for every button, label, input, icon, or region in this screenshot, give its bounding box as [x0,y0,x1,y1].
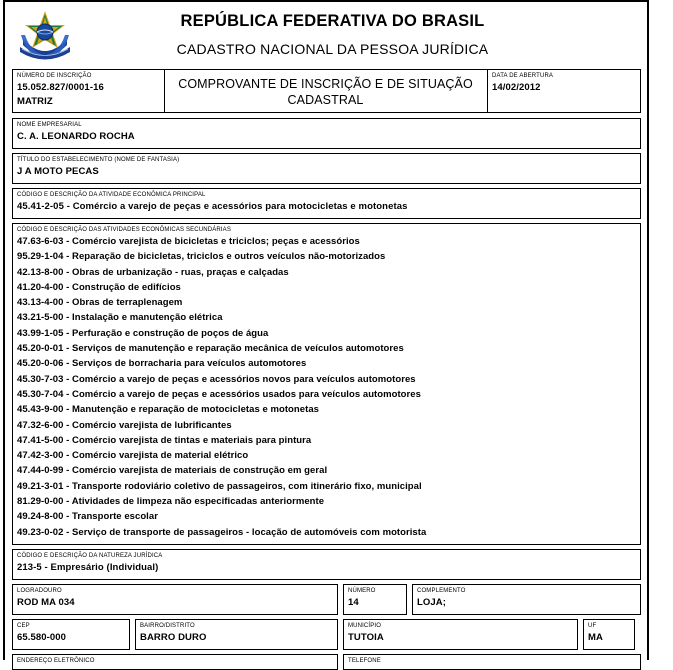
cnpj-certificate [3,0,649,664]
atividade-secundaria-item: 49.23-0-02 - Serviço de transporte de passageiros - locação de automóveis com motorista [17,526,427,538]
atividade-secundaria-item: 43.13-4-00 - Obras de terraplenagem [17,297,183,309]
data-abertura-label: DATA DE ABERTURA [492,73,554,79]
atividade-secundaria-item: 49.21-3-01 - Transporte rodoviário coletivo de passageiros, com itinerário fixo, municipal [17,480,422,492]
atividade-secundaria-item: 45.30-7-03 - Comércio a varejo de peças e acessórios novos para veículos automotores [17,373,416,385]
atividade-secundaria-item: 49.24-8-00 - Transporte escolar [17,511,158,523]
telefone-label: TELEFONE [348,657,381,664]
atividade-secundaria-item: 47.41-5-00 - Comércio varejista de tintas e materiais para pintura [17,434,312,446]
field-uf [583,619,635,650]
field-titulo-estabelecimento [12,153,641,184]
atividade-secundaria-item: 47.32-6-00 - Comércio varejista de lubrificantes [17,419,232,431]
field-nome-empresarial [12,118,641,149]
cep-label: CEP [17,622,30,629]
field-numero-inscricao [13,70,165,112]
nome-empresarial-row [12,118,641,149]
numero-inscricao-label: NÚMERO DE INSCRIÇÃO [17,73,92,79]
nome-empresarial-label: NOME EMPRESARIAL [17,122,82,128]
atividade-principal-row [12,188,641,219]
atividade-secundaria-item: 41.20-4-00 - Construção de edifícios [17,281,181,293]
data-abertura-value: 14/02/2012 [492,82,541,93]
field-atividades-secundarias [12,223,641,545]
document-header [12,6,641,69]
numero-label: NÚMERO [348,587,376,594]
page-subtitle: CADASTRO NACIONAL DA PESSOA JURÍDICA [176,41,489,57]
numero-value: 14 [348,596,359,608]
natureza-juridica-label: CÓDIGO E DESCRIÇÃO DA NATUREZA JURÍDICA [17,552,163,559]
logradouro-value: ROD MA 034 [17,596,75,608]
atividade-secundaria-item: 47.42-3-00 - Comércio varejista de material elétrico [17,450,249,462]
atividade-secundaria-item: 45.20-0-06 - Serviços de borracharia para veículos automotores [17,358,307,370]
atividade-secundaria-item: 45.20-0-01 - Serviços de manutenção e reparação mecânica de veículos automotores [17,343,404,355]
uf-value: MA [588,631,603,643]
brazil-coat-of-arms-icon [14,6,76,68]
field-municipio [343,619,578,650]
atividade-principal-value: 45.41-2-05 - Comércio a varejo de peças e acessórios para motocicletas e motonetas [17,201,408,212]
atividade-secundaria-item: 47.44-0-99 - Comércio varejista de materiais de construção em geral [17,465,328,477]
titulo-estabelecimento-value: J A MOTO PECAS [17,166,99,177]
natureza-juridica-value: 213-5 - Empresário (Individual) [17,561,159,573]
atividades-secundarias-label: CÓDIGO E DESCRIÇÃO DAS ATIVIDADES ECONÔMICAS SECUNDÁRIAS [17,227,231,233]
contact-row [12,654,641,670]
municipio-value: TUTOIA [348,631,384,643]
field-logradouro [12,584,338,615]
field-data-abertura [488,70,640,112]
titulo-estabelecimento-row [12,153,641,184]
atividade-secundaria-item: 42.13-8-00 - Obras de urbanização - ruas, praças e calçadas [17,266,289,278]
atividade-secundaria-item: 43.21-5-00 - Instalação e manutenção elétrica [17,312,223,324]
nome-empresarial-value: C. A. LEONARDO ROCHA [17,131,135,142]
logradouro-label: LOGRADOURO [17,587,62,594]
field-natureza-juridica [12,549,641,580]
inscricao-type-value: MATRIZ [17,96,53,107]
complemento-label: COMPLEMENTO [417,587,466,594]
field-complemento [412,584,641,615]
atividade-secundaria-item: 47.63-6-03 - Comércio varejista de bicicletas e triciclos; peças e acessórios [17,236,360,247]
field-endereco-eletronico [12,654,338,670]
atividade-secundaria-item: 45.43-9-00 - Manutenção e reparação de motocicletas e motonetas [17,404,319,416]
atividade-secundaria-item: 81.29-0-00 - Atividades de limpeza não especificadas anteriormente [17,496,325,508]
natureza-juridica-row [12,549,641,580]
complemento-value: LOJA; [417,596,446,608]
page-title: REPÚBLICA FEDERATIVA DO BRASIL [180,12,485,30]
endereco-eletronico-label: ENDEREÇO ELETRÔNICO [17,657,95,664]
atividade-secundaria-item: 95.29-1-04 - Reparação de bicicletas, triciclos e outros veículos não-motorizados [17,251,386,263]
field-bairro-distrito [135,619,338,650]
atividade-secundaria-item: 43.99-1-05 - Perfuração e construção de poços de água [17,327,269,339]
bairro-value: BARRO DURO [140,631,207,643]
atividade-principal-label: CÓDIGO E DESCRIÇÃO DA ATIVIDADE ECONÔMICA PRINCIPAL [17,192,206,198]
comprovante-title: COMPROVANTE DE INSCRIÇÃO E DE SITUAÇÃO CADASTRAL [178,77,473,107]
field-atividade-principal [12,188,641,219]
titulo-estabelecimento-label: TÍTULO DO ESTABELECIMENTO (NOME DE FANTASIA) [17,157,180,163]
municipio-label: MUNICÍPIO [348,622,382,629]
uf-label: UF [588,622,597,629]
atividades-secundarias-list [17,234,636,540]
atividades-secundarias-row [12,223,641,545]
field-numero [343,584,407,615]
identification-row [12,69,641,113]
field-cep [12,619,130,650]
numero-inscricao-value: 15.052.827/0001-16 [17,82,104,93]
field-telefone [343,654,641,670]
atividade-secundaria-item: 45.30-7-04 - Comércio a varejo de peças e acessórios usados para veículos automotores [17,388,421,400]
address-line2-row [12,619,641,650]
bairro-label: BAIRRO/DISTRITO [140,622,195,629]
address-line1-row [12,584,641,615]
comprovante-title-cell [165,70,488,112]
cep-value: 65.580-000 [17,631,67,643]
